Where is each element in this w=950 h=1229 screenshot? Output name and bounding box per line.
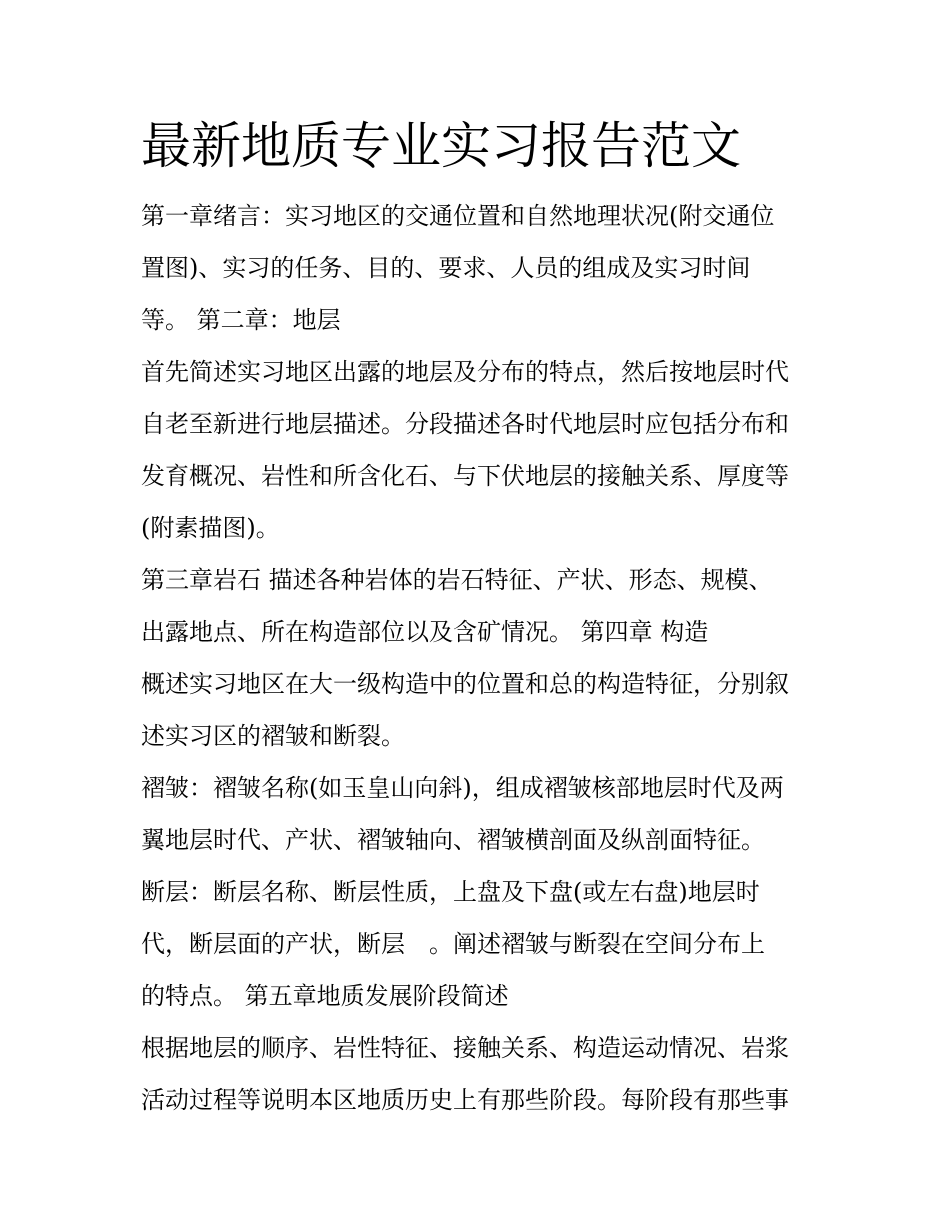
document-content (141, 112, 831, 1126)
text-line: 褶皱：褶皱名称(如玉皇山向斜)，组成褶皱核部地层时代及两 (141, 774, 784, 802)
paragraph-structure-overview (141, 658, 831, 762)
text-line: 出露地点、所在构造部位以及含矿情况。 第四章 构造 (141, 618, 709, 646)
paragraph-stratigraphy (141, 346, 831, 554)
document-title: 最新地质专业实习报告范文 (141, 117, 741, 175)
text-line: 概述实习地区在大一级构造中的位置和总的构造特征，分别叙 (141, 670, 789, 698)
text-line: 断层：断层名称、断层性质，上盘及下盘(或左右盘)地层时 (141, 878, 760, 906)
paragraph-geologic-history (141, 1022, 831, 1126)
text-line: 代，断层面的产状，断层 。阐述褶皱与断裂在空间分布上 (141, 930, 765, 958)
text-line: 第一章绪言：实习地区的交通位置和自然地理状况(附交通位 (141, 202, 775, 230)
paragraph-faults (141, 866, 831, 1022)
text-line: 发育概况、岩性和所含化石、与下伏地层的接触关系、厚度等 (141, 462, 789, 490)
text-line: 置图)、实习的任务、目的、要求、人员的组成及实习时间 (141, 254, 751, 282)
text-line: 等。 第二章：地层 (141, 306, 341, 334)
text-line: 自老至新进行地层描述。分段描述各时代地层时应包括分布和 (141, 410, 789, 438)
paragraph-rocks (141, 554, 831, 658)
text-line: 首先简述实习地区出露的地层及分布的特点，然后按地层时代 (141, 358, 789, 386)
text-line: 活动过程等说明本区地质历史上有那些阶段。每阶段有那些事 (141, 1086, 789, 1114)
text-line: (附素描图)。 (141, 514, 280, 542)
paragraph-chapter-one (141, 190, 831, 346)
text-line: 根据地层的顺序、岩性特征、接触关系、构造运动情况、岩浆 (141, 1034, 789, 1062)
text-line: 翼地层时代、产状、褶皱轴向、褶皱横剖面及纵剖面特征。 (141, 826, 765, 854)
text-line: 的特点。 第五章地质发展阶段简述 (141, 982, 509, 1010)
paragraph-folds (141, 762, 831, 866)
text-line: 述实习区的褶皱和断裂。 (141, 722, 405, 750)
text-line: 第三章岩石 描述各种岩体的岩石特征、产状、形态、规模、 (141, 566, 773, 594)
